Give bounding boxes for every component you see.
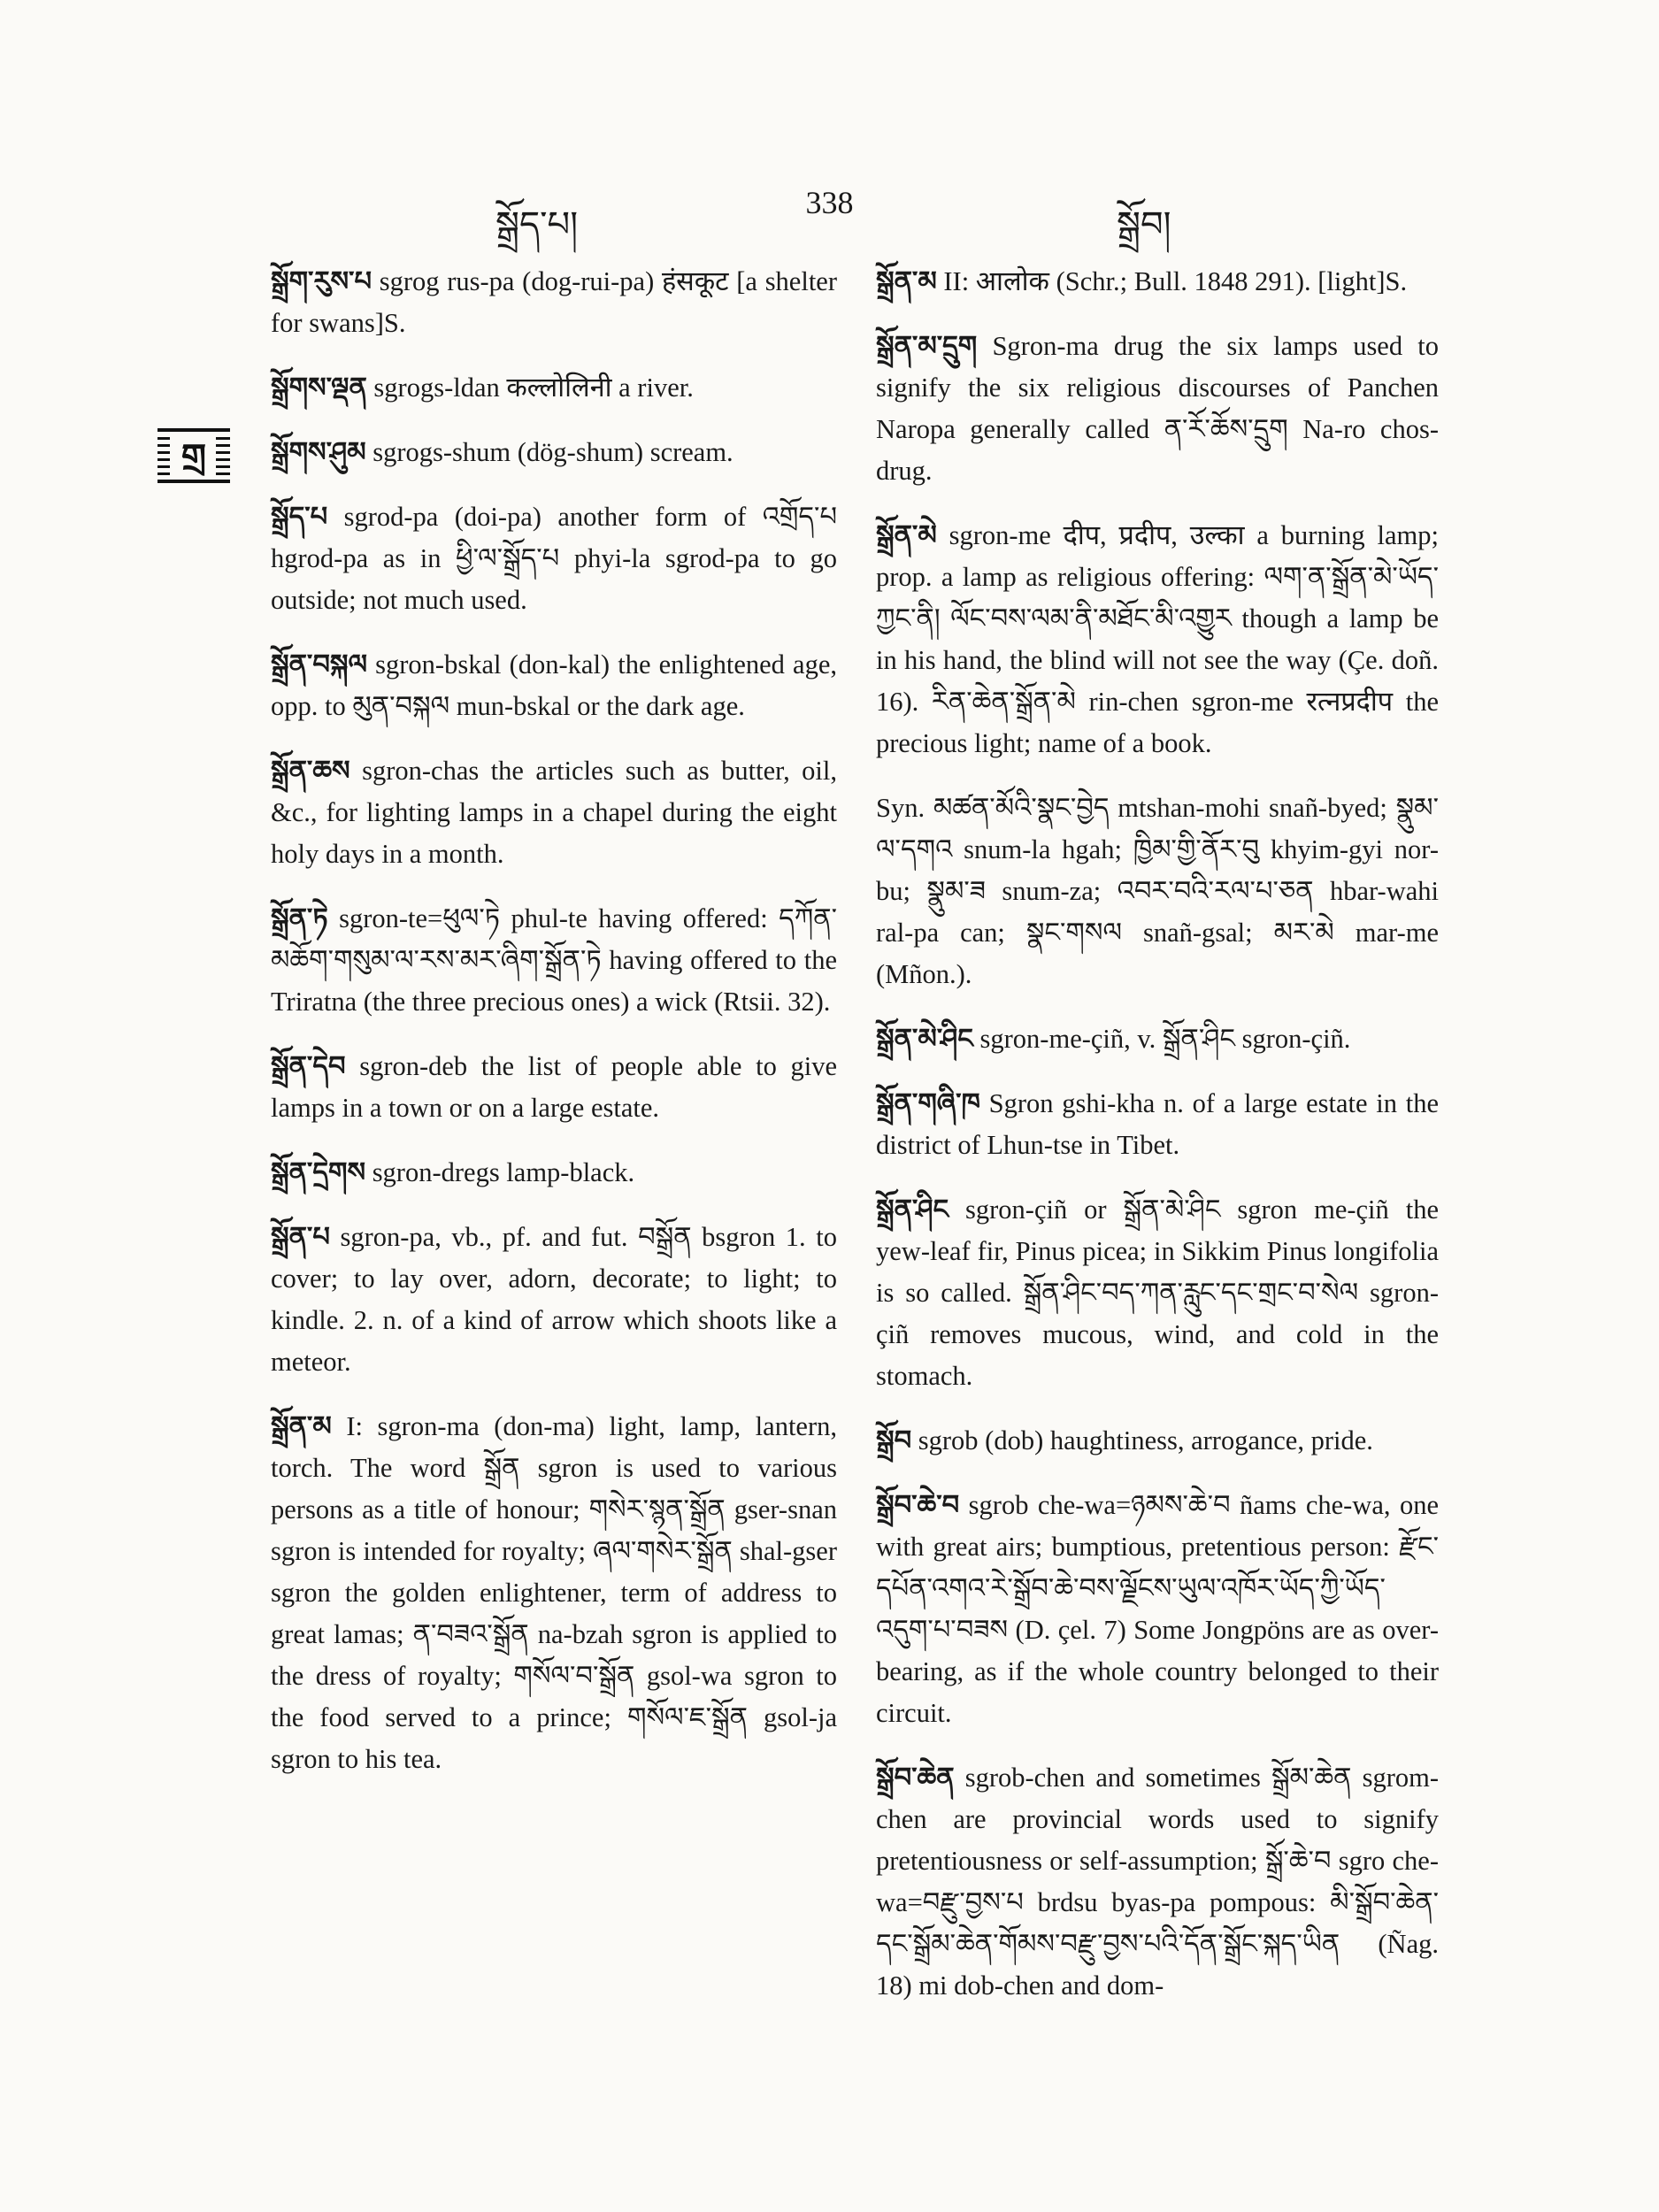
entry-headword: སྒྲོན་མེ [876,520,937,550]
entry-headword: སྒྲོན་མ [271,1411,332,1441]
dictionary-entry [271,898,837,1023]
entry-definition: sgron-çiñ or སྒྲོན་མེ་ཤིང sgron me-çiñ the yew-leaf fir, Pinus picea; in Sikkim Pinus longifolia is so called. སྒྲོན་ཤིང་བད་ཀན་རླུང་དང་གྲང་བ་སེལ sgron-çiñ removes mucous, wind, and cold in the stomach. [876,1194,1439,1391]
dictionary-entry [876,326,1439,492]
entry-headword: སྒྲོབ [876,1425,912,1455]
left-column [271,261,837,1803]
entry-headword: སྒྲོན་མ [876,266,937,296]
entry-definition: sgron-bskal (don-kal) the enlightened age, opp. to མུན་བསྐལ mun-bskal or the dark age. [271,649,837,721]
entry-definition: sgrob (dob) haughtiness, arrogance, pride. [911,1425,1373,1455]
entry-headword: སྒྲོབ་ཆེན [876,1763,955,1793]
entry-headword: སྒྲོན་དེབ [271,1051,346,1081]
entry-headword: སྒྲོན་ཏེ [271,903,328,933]
entry-definition: sgron-chas the articles such as butter, oil, &c., for lighting lamps in a chapel during the eight holy days in a month. [271,756,837,869]
entry-definition: sgrod-pa (doi-pa) another form of འགྲོད་པ hgrod-pa as in ཕྱི་ལ་སྒྲོད་པ phyi-la sgrod-pa to go outside; not much used. [271,502,837,615]
entry-headword: སྒྲོད་པ [271,502,328,532]
entry-definition: sgrogs-shum (dög-shum) scream. [365,437,733,467]
dictionary-entry [271,367,837,409]
entry-headword: སྒྲོགས་ཤུམ [271,437,366,467]
dictionary-entry [271,496,837,621]
dictionary-entry [876,261,1439,303]
entry-headword: སྒྲོན་པ [271,1222,330,1252]
entry-definition: sgrob-chen and sometimes སྒྲོམ་ཆེན sgrom-chen are provincial words used to signify pretentiousness or self-assumption; སྒྲོ་ཆེ་བ sgro che-wa=བརྫུ་བྱས་པ brdsu byas-pa pompous: མི་སྒྲོབ་ཆེན་དང་སྒྲོམ་ཆེན་གོམས་བརྫུ་བྱས་པའི་དོན་སྒྲོང་སྐད་ཡིན (Ñag. 18) mi dob-chen and dom- [876,1763,1439,2001]
entry-headword: སྒྲོན་བསྐལ [271,649,368,680]
entry-headword: སྒྲོན་ཤིང [876,1194,949,1225]
entry-definition: sgron-me दीप, प्रदीप, उल्का a burning lamp; prop. a lamp as religious offering: ལག་ན་སྒྲོན་མེ་ཡོད་ཀྱང་ནི། ལོང་བས་ལམ་ནི་མཐོང་མི་འགྱུར though a lamp be in his hand, the blind will not see the way (Çe. doñ. 16). རིན་ཆེན་སྒྲོན་མེ rin-chen sgron-me रत्नप्रदीप the precious light; name of a book. [876,520,1439,758]
dictionary-entry [271,1406,837,1780]
dictionary-entry [876,787,1439,995]
dictionary-entry [271,1152,837,1194]
dictionary-entry [271,1217,837,1383]
left-running-head: སྒྲོད་པ། [495,204,579,245]
entry-headword: སྒྲོན་ཆས [271,756,350,786]
entry-definition: sgrogs-ldan कल्लोलिनी a river. [366,373,694,403]
entry-headword: སྒྲོན་དྲེགས [271,1157,366,1187]
page-number: 338 [805,185,854,220]
entry-headword: སྒྲོག་རུས་པ [271,266,373,296]
dictionary-entry [271,432,837,473]
entry-headword: སྒྲོན་མེ་ཤིང [876,1024,973,1054]
dictionary-entry [271,1046,837,1129]
dictionary-entry [271,644,837,727]
dictionary-entry [876,1189,1439,1397]
entry-definition: sgron-me-çiñ, v. སྒྲོན་ཤིང sgron-çiñ. [972,1024,1351,1054]
entry-definition: sgron-deb the list of people able to give lamps in a town or on a large estate. [271,1051,837,1123]
entry-definition: sgrog rus-pa (dog-rui-pa) हंसकूट [a shelter for swans]S. [271,266,837,338]
entry-definition: sgron-dregs lamp-black. [365,1157,635,1187]
dictionary-entry [271,261,837,344]
entry-definition: sgron-pa, vb., pf. and fut. བསྒྲོན bsgron 1. to cover; to lay over, adorn, decorate; to light; to kindle. 2. n. of a kind of arrow which shoots like a meteor. [271,1222,837,1377]
dictionary-entry [876,515,1439,764]
entry-definition: Sgron-ma drug the six lamps used to signify the six religious discourses of Panchen Naropa generally called ན་རོ་ཆོས་དྲུག Na-ro chos-drug. [876,331,1439,486]
entry-headword: སྒྲོན་གཞི་ཁ [876,1088,980,1118]
entry-definition: I: sgron-ma (don-ma) light, lamp, lantern, torch. The word སྒྲོན sgron is used to various persons as a title of honour; གསེར་སྙན་སྒྲོན gser-snan sgron is intended for royalty; ཞལ་གསེར་སྒྲོན shal-gser sgron the golden enlightener, term of address to great lamas; ན་བཟའ་སྒྲོན na-bzah sgron is applied to the dress of royalty; གསོལ་བ་སྒྲོན gsol-wa sgron to the food served to a prince; གསོལ་ཇ་སྒྲོན gsol-ja sgron to his tea. [271,1411,837,1774]
dictionary-entry [876,1018,1439,1060]
right-column [876,261,1439,2030]
dictionary-entry [876,1420,1439,1462]
dictionary-entry [876,1485,1439,1734]
entry-definition: II: आलोक (Schr.; Bull. 1848 291). [light]S. [936,266,1408,296]
dictionary-entry [271,750,837,875]
entry-definition: sgron-te=ཕུལ་ཏེ phul-te having offered: དཀོན་མཆོག་གསུམ་ལ་རས་མར་ཞིག་སྒྲོན་ཏེ having offered to the Triratna (the three precious ones) a wick (Rtsii. 32). [271,903,837,1017]
dictionary-entry [876,1083,1439,1166]
entry-headword: སྒྲོགས་ལྡན [271,373,367,403]
page-header [0,184,1659,245]
thumb-tab-letter: གྲ [180,436,207,478]
entry-headword: སྒྲོན་མ་དྲུག [876,331,978,361]
thumb-index-tab [157,425,230,487]
entry-definition: Syn. མཚན་མོའི་སྣང་བྱེད mtshan-mohi snañ-byed; སྣུམ་ལ་དགའ snum-la hgah; ཁྱིམ་གྱི་ནོར་བུ khyim-gyi nor-bu; སྣུམ་ཟ snum-za; འབར་བའི་རལ་པ་ཅན hbar-wahi ral-pa can; སྣང་གསལ snañ-gsal; མར་མེ mar-me (Mñon.). [876,793,1439,989]
entry-headword: སྒྲོབ་ཆེ་བ [876,1490,960,1520]
right-running-head: སྒྲོབ། [1117,204,1171,245]
entry-definition: Sgron gshi-kha n. of a large estate in the district of Lhun-tse in Tibet. [876,1088,1439,1160]
dictionary-entry [876,1757,1439,2007]
entry-definition: sgrob che-wa=ཉམས་ཆེ་བ ñams che-wa, one with great airs; bumptious, pretentious person: རྫོང་དཔོན་འགའ་རེ་སྒྲོབ་ཆེ་བས་ལྗོངས་ཡུལ་འཁོར་ཡོད་ཀྱི་ཡོད་འདུག་པ་བཟས (D. çel. 7) Some Jongpöns are as over-bearing, as if the whole country belonged to their circuit. [876,1490,1439,1728]
